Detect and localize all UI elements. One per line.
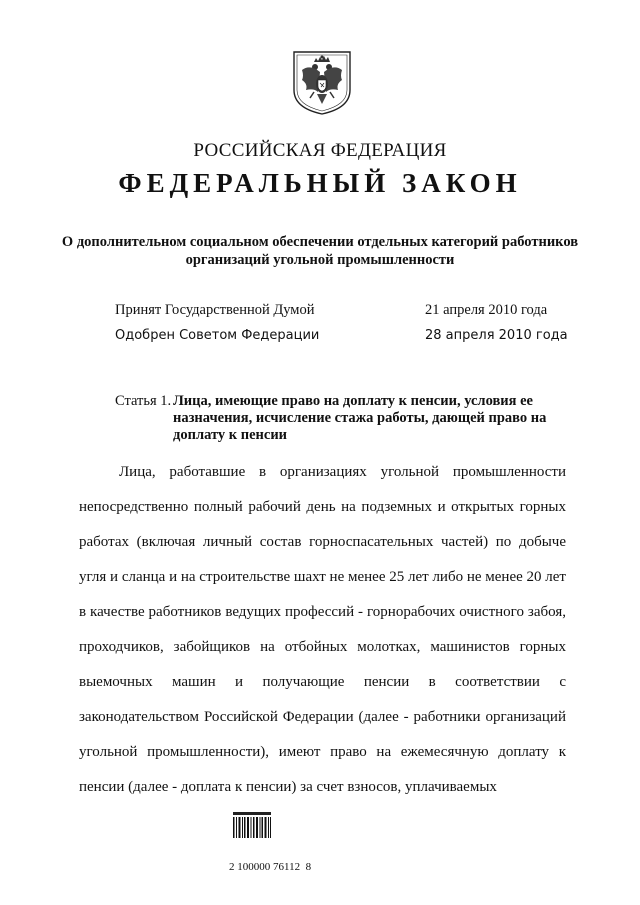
law-type-title: ФЕДЕРАЛЬНЫЙ ЗАКОН [118,168,522,198]
barcode-number: 2 100000 76112 8 [229,861,312,873]
adoption-date: 21 апреля 2010 года [425,302,548,318]
article-number: Статья 1. [115,393,172,409]
article-body-paragraph: Лица, работавшие в организациях угольной промышленности непосредственно полный рабочий день на подземных и открытых горных работах (включая личный состав горноспасательных частей) по добыче угля и сланца и на строительстве шахт не менее 25 лет либо не менее 20 лет в качестве работников ведущих профессий - горнорабочих очистного забоя, проходчиков, забойщиков на отбойных молотках, машинистов горных выемочных машин и получающие пенсии в соответствии с законодательством Российской Федерации (далее - работники организаций угольной промышленности), имеют право на ежемесячную доплату к пенсии (далее - доплата к пенсии) за счет взносов, уплачиваемых [79,464,566,795]
barcode-graphic [233,812,271,838]
adoption-row-council [115,328,580,343]
article-title: Лица, имеющие право на доплату к пенсии, условия ее назначения, исчисление стажа работы, дающей право на доплату к пенсии [173,393,547,443]
adoption-label: Принят Государственной Думой [115,302,315,318]
article-heading [115,393,585,444]
country-name: РОССИЙСКАЯ ФЕДЕРАЦИЯ [193,140,447,161]
approval-label: Одобрен Советом Федерации [115,328,320,343]
adoption-row-duma [115,302,580,319]
coat-of-arms-emblem [290,50,354,116]
law-subject-title: О дополнительном социальном обеспечении отдельных категорий работников организаций угольной промышленности [61,234,579,268]
approval-date: 28 апреля 2010 года [425,328,568,343]
